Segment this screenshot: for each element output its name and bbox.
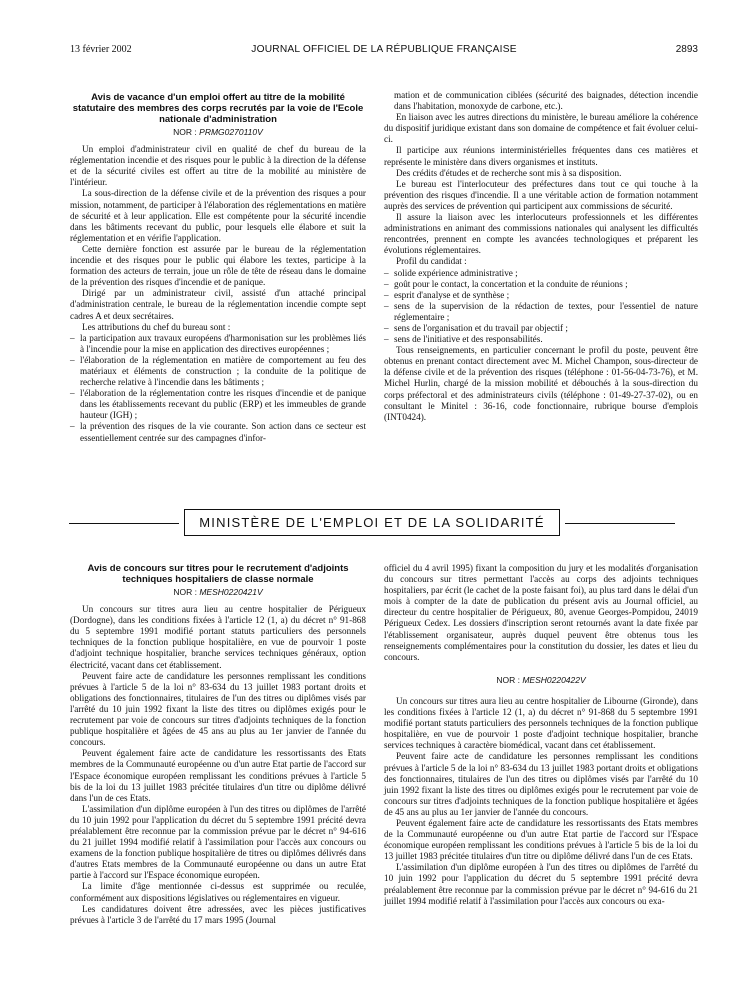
- list-item: – la participation aux travaux européens d'harmonisation sur les problèmes liés à l'incendie pour la mise en application des directives européennes ;: [70, 333, 366, 355]
- paragraph: Peuvent également faire acte de candidature les ressortissants des Etats membres de la Communauté européenne ou d'un autre Etat partie de l'accord sur l'Espace économique européen remplissant les conditions prévues à l'article 5 bis de la loi du 13 juillet 1983 précitée titulaires d'un titre ou diplôme délivré dans l'un de ces Etats.: [70, 748, 366, 803]
- page-number: 2893: [675, 44, 698, 55]
- notice2-nor: [70, 587, 366, 598]
- nor-code: MESH0220422V: [522, 674, 586, 685]
- paragraph: Profil du candidat :: [396, 256, 467, 267]
- list-item: – l'élaboration de la réglementation en matière de comportement au feu des matériaux et éléments de construction ; la conduite de la politique de recherche relative à l'incendie dans les bâtiments ;: [70, 355, 366, 388]
- paragraph: La limite d'âge mentionnée ci-dessus est supprimée ou reculée, conformément aux dispositions législatives ou réglementaires en vigueur.: [70, 881, 366, 903]
- list-item: – solide expérience administrative ;: [384, 268, 698, 279]
- header-date: 13 février 2002: [70, 44, 132, 55]
- nor-code: PRMG0270110V: [199, 127, 263, 137]
- paragraph: Tous renseignements, en particulier concernant le profil du poste, peuvent être obtenus en prenant contact directement avec M. Michel Champon, sous-directeur de la défense civile et de la prévention des risques (téléphone : 01-56-04-73-76), et M. Michel Hurlin, chargé de la mission mobilité et débouchés à la sous-direction du corps préfectoral et des administrateurs civils (téléphone : 01-49-27-37-02), ou en consultant le Minitel : 36-16, code fonctionnaire, rubrique bourse d'emplois (INT0424).: [384, 345, 698, 422]
- paragraph: En liaison avec les autres directions du ministère, le bureau améliore la cohérence du dispositif juridique existant dans son domaine de compétence et fait évoluer celui-ci.: [384, 112, 698, 145]
- paragraph: Cette dernière fonction est assurée par le bureau de la réglementation incendie et des risques pour le public qui élabore les textes, participe à la formation des acteurs de terrain, joue un rôle de tête de réseau dans le domaine de la prévention des risques d'incendie et de panique.: [70, 243, 366, 288]
- nor-label: NOR :: [173, 127, 197, 137]
- notice3-nor: [384, 675, 698, 686]
- journal-title: JOURNAL OFFICIEL DE LA RÉPUBLIQUE FRANÇAISE: [251, 44, 517, 55]
- paragraph: Les attributions du chef du bureau sont :: [82, 321, 231, 332]
- paragraph: Peuvent faire acte de candidature les personnes remplissant les conditions prévues à l'article 5 de la loi n° 83-634 du 13 juillet 1983 portant droits et obligations des fonctionnaires, titulaires de l'un des titres ou diplômes visés par l'arrêté du 10 juin 1992 fixant la liste des titres ou diplômes exigés pour le recrutement par voie de concours sur titres d'adjoints techniques de la fonction publique hospitalière et âgées de 45 ans au plus au 1er janvier de l'année du concours.: [384, 751, 698, 817]
- paragraph: La sous-direction de la défense civile et de la prévention des risques a pour mission, notamment, de participer à l'élaboration des réglementations en matière de sécurité et à leur application. Elle est compétente pour la sécurité incendie dans les bâtiments recevant du public, pour lesquels elle élabore et suit la réglementation et en vérifie l'application.: [70, 188, 366, 243]
- list-item: – goût pour le contact, la concertation et la conduite de réunions ;: [384, 279, 698, 290]
- paragraph: Un emploi d'administrateur civil en qualité de chef du bureau de la réglementation incendie et des risques pour le public à la direction de la défense et de la sécurité civiles est offert au titre de la mobilité au ministère de l'intérieur.: [70, 144, 366, 188]
- notice1-left-column: [70, 92, 366, 444]
- list-item: – sens de la supervision de la rédaction de textes, pour l'essentiel de nature réglementaire ;: [384, 301, 698, 323]
- notice2-right-column: [384, 563, 698, 907]
- page-header: [70, 44, 698, 60]
- nor-label: NOR :: [496, 674, 520, 685]
- paragraph-continuation: officiel du 4 avril 1995) fixant la composition du jury et les modalités d'organisation du concours sur titres permettant l'accès au corps des adjoints techniques hospitaliers, par écrit (le cachet de la poste faisant foi), au plus tard dans le délai d'un mois à compter de la date de publication du présent avis au Journal officiel, au directeur du centre hospitalier de Périgueux, 80, avenue Georges-Pompidou, 24019 Périgueux Cedex. Les dossiers d'inscription seront retournés avant la date fixée par l'établissement organisateur, auprès duquel peuvent être obtenus tous les renseignements complémentaires pour la constitution du dossier, les dates et lieu du concours.: [384, 563, 698, 662]
- paragraph: Peuvent faire acte de candidature les personnes remplissant les conditions prévues à l'article 5 de la loi n° 83-634 du 13 juillet 1983 portant droits et obligations des fonctionnaires, titulaires de l'un des titres ou diplômes visés par l'arrêté du 10 juin 1992 fixant la liste des titres ou diplômes exigés pour le recrutement par voie de concours sur titres d'adjoints techniques de la fonction publique hospitalière et âgées de 45 ans au plus au 1er janvier de l'année du concours.: [70, 670, 366, 748]
- paragraph: Dirigé par un administrateur civil, assisté d'un attaché principal d'administration centrale, le bureau de la réglementation incendie compte sept cadres A et deux secrétaires.: [70, 288, 366, 321]
- list-item: – sens de l'organisation et du travail par objectif ;: [384, 323, 698, 334]
- paragraph: Le bureau est l'interlocuteur des préfectures dans tout ce qui touche à la prévention des risques d'incendie. Il a une véritable action de formation notamment auprès des services de prévention qui participent aux commissions de sécurité.: [384, 178, 698, 211]
- list-item: – la prévention des risques de la vie courante. Son action dans ce secteur est essentiellement centrée sur des campagnes d'infor-: [70, 421, 366, 443]
- list-item: – sens de l'initiative et des responsabilités.: [384, 334, 698, 345]
- nor-code: MESH0220421V: [199, 587, 263, 597]
- notice2-title: Avis de concours sur titres pour le recrutement d'adjoints techniques hospitaliers de classe normale: [87, 563, 349, 585]
- paragraph: Un concours sur titres aura lieu au centre hospitalier de Libourne (Gironde), dans les conditions fixées à l'article 12 (1, a) du décret n° 91-868 du 5 septembre 1991 modifié portant statuts particuliers des personnels techniques de la fonction publique hospitalière, en vue de pourvoir 1 poste d'adjoint technique hospitalier, branche services techniques à caractère biomédical, vacant dans cet établissement.: [384, 695, 698, 751]
- paragraph: Il assure la liaison avec les interlocuteurs professionnels et les différentes administrations en animant des commissions nationales qui analysent les difficultés rencontrées, prennent en compte les avancées technologiques et préparent les évolutions réglementaires.: [384, 212, 698, 256]
- paragraph-continuation: mation et de communication ciblées (sécurité des baignades, détection incendie dans l'habitation, monoxyde de carbone, etc.).: [394, 90, 698, 112]
- paragraph: L'assimilation d'un diplôme européen à l'un des titres ou diplômes de l'arrêté du 10 juin 1992 pour l'application du décret du 5 septembre 1991 précité devra préalablement être reconnue par la commission prévue par le décret n° 94-616 du 21 juillet 1994 modifié relatif à l'assimilation pour l'accès aux concours ou exa-: [384, 862, 698, 906]
- notice1-nor: [70, 127, 366, 138]
- ministry-banner: MINISTÈRE DE L'EMPLOI ET DE LA SOLIDARITÉ: [184, 509, 560, 536]
- list-item: – l'élaboration de la réglementation contre les risques d'incendie et de panique dans les établissements recevant du public (ERP) et les immeubles de grande hauteur (IGH) ;: [70, 388, 366, 421]
- paragraph: Peuvent également faire acte de candidature les ressortissants des Etats membres de la Communauté européenne ou d'un autre Etat partie de l'accord sur l'Espace économique européen remplissant les conditions prévues à l'article 5 bis de la loi du 13 juillet 1983 précitée titulaires d'un titre ou diplôme délivré dans l'un de ces Etats.: [384, 817, 698, 862]
- paragraph: Il participe aux réunions interministérielles fréquentes dans ces matières et représente le ministère dans divers organismes et instituts.: [384, 145, 698, 167]
- list-item: – esprit d'analyse et de synthèse ;: [384, 290, 698, 301]
- notice1-right-column: [384, 90, 698, 423]
- paragraph: L'assimilation d'un diplôme européen à l'un des titres ou diplômes de l'arrêté du 10 juin 1992 pour l'application du décret du 5 septembre 1991 précité devra préalablement être reconnue par la commission prévue par le décret n° 94-616 du 21 juillet 1994 modifié relatif à l'assimilation pour l'accès aux concours ou examens de la fonction publique hospitalière de titres ou diplômes délivrés dans d'autres Etats membres de la Communauté européenne ou dans un autre Etat partie à l'accord sur l'Espace économique européen.: [70, 803, 366, 881]
- paragraph: Un concours sur titres aura lieu au centre hospitalier de Périgueux (Dordogne), dans les conditions fixées à l'article 12 (1, a) du décret n° 91-868 du 5 septembre 1991 modifié portant statuts particuliers des personnels techniques de la fonction publique hospitalière, en vue de pourvoir 1 poste d'adjoint technique hospitalier, branche services techniques généraux, option électricité, vacant dans cet établissement.: [70, 604, 366, 670]
- notice1-title: Avis de vacance d'un emploi offert au titre de la mobilité statutaire des membres des corps recrutés par la voie de l'Ecole nationale d'administration: [72, 92, 364, 125]
- nor-label: NOR :: [173, 587, 197, 597]
- paragraph: Des crédits d'études et de recherche sont mis à sa disposition.: [396, 167, 622, 178]
- notice2-left-column: [70, 563, 366, 926]
- paragraph: Les candidatures doivent être adressées, avec les pièces justificatives prévues à l'article 3 de l'arrêté du 17 mars 1995 (Journal: [70, 903, 366, 925]
